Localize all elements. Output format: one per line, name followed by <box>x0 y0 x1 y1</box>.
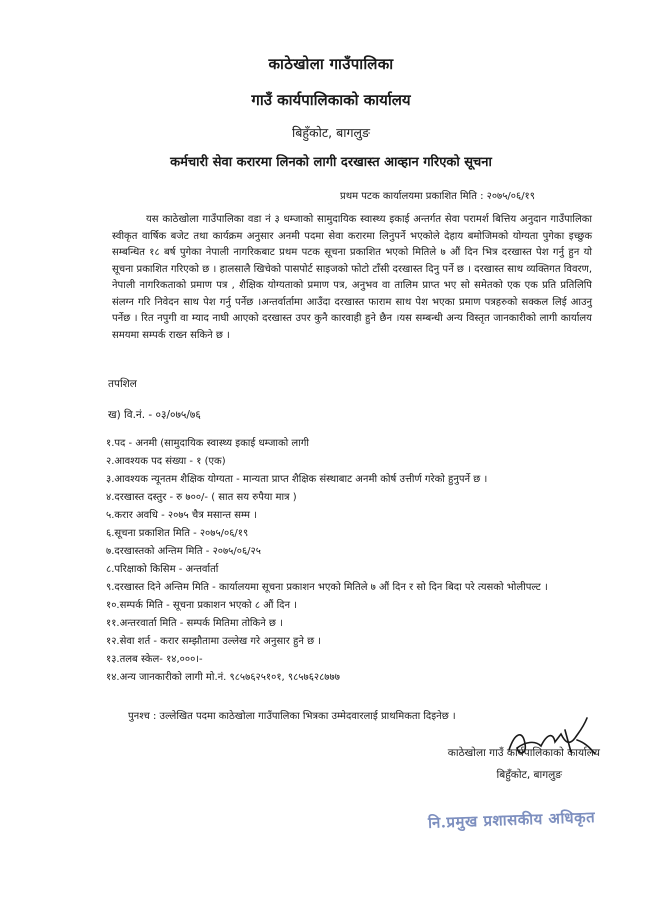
official-stamp: नि.प्रमुख प्रशासकीय अधिकृत <box>427 808 596 832</box>
detail-item: २.आवश्यक पद संख्या - १ (एक) <box>106 456 226 467</box>
detail-item: ३.आवश्यक न्यूनतम शैक्षिक योग्यता - मान्यता प्राप्त शैक्षिक संस्थाबाट अनमी कोर्ष उत्तीर्ण गरेको हुनुपर्ने छ । <box>106 474 488 485</box>
note-text: पुनश्च : उल्लेखित पदमा काठेखोला गाउँपालिका भित्रका उम्मेदवारलाई प्राथमिकता दिइनेछ । <box>128 711 456 722</box>
detail-item: १४.अन्य जानकारीको लागी मो.नं. ९८५७६२५१०१, ९८५७६२८७७७ <box>106 672 340 683</box>
detail-item: ११.अन्तरवार्ता मिति - सम्पर्क मितिमा तोकिने छ । <box>106 618 283 629</box>
detail-item: ४.दरखास्त दस्तुर - रु ७००/- ( सात सय रुपैया मात्र ) <box>106 492 297 503</box>
footer-office-address: बिहुँकोट, बागलुङ <box>496 769 562 781</box>
detail-item: १०.सम्पर्क मिति - सूचना प्रकाशन भएको ८ औं दिन । <box>106 600 298 611</box>
detail-item: ९.दरखास्त दिने अन्तिम मिति - कार्यालयमा सूचना प्रकाशन भएको मितिले ७ औं दिन र सो दिन बिदा परे त्यसको भोलीपल्ट । <box>106 582 548 593</box>
detail-item: ६.सूचना प्रकाशित मिति - २०७५/०६/१९ <box>106 528 249 539</box>
detail-item: ८.परिक्षाको किसिम - अन्तर्वार्ता <box>106 564 219 575</box>
detail-item: १.पद - अनमी (सामुदायिक स्वास्थ्य इकाई धम्जाको लागी <box>106 438 309 449</box>
detail-item: ७.दरखास्तको अन्तिम मिति - २०७५/०६/२५ <box>106 546 261 557</box>
office-name: गाउँ कार्यपालिकाको कार्यालय <box>251 91 411 109</box>
notice-title: कर्मचारी सेवा करारमा लिनको लागी दरखास्त आव्हान गरिएको सूचना <box>170 155 492 170</box>
footer-office-name: काठेखोला गाउँ कार्यपालिकाको कार्यालय <box>447 747 600 759</box>
details-list <box>106 435 606 687</box>
section-label: तपशिल <box>108 378 137 390</box>
footer-office <box>400 742 600 786</box>
office-address: बिहुँकोट, बागलुङ <box>292 125 370 140</box>
detail-item: ५.करार अवधि - २०७५ चैत्र मसान्त सम्म । <box>106 510 257 521</box>
published-date: प्रथम पटक कार्यालयमा प्रकाशित मिति : २०७५/०६/१९ <box>340 191 535 202</box>
body-paragraph: यस काठेखोला गाउँपालिका वडा नं ३ धम्जाको सामुदायिक स्वास्थ्य इकाई अन्तर्गत सेवा परामर्श बित्तिय अनुदान गाउँपालिका स्वीकृत वार्षिक बजेट तथा कार्यक्रम अनुसार अनमी पदमा सेवा करारमा लिनुपर्ने भएकोले देहाय बमोजिमको योग्यता पुगेका इच्छुक सम्बन्धित १८ बर्ष पुगेका नेपाली नागरिकबाट प्रथम पटक सूचना प्रकाशित भएको मितिले ७ औं दिन भित्र दरखास्त पेश गर्नु हुन यो सूचना प्रकाशित गरिएको छ । हालसालै खिचेको पासपोर्ट साइजको फोटो टाँसी दरखास्त दिनु पर्ने छ । दरखास्त साथ व्यक्तिगत विवरण, नेपाली नागरिकताको प्रमाण पत्र , शैक्षिक योग्यताको प्रमाण पत्र, अनुभव वा तालिम प्राप्त भए सो समेतको एक एक प्रति प्रतिलिपि संलग्न गरि निवेदन साथ पेश गर्नु पर्नेछ ।अन्तर्वार्तामा आउँदा दरखास्त फाराम साथ पेश भएका प्रमाण पत्रहरुको सक्कल लिई आउनु पर्नेछ । रित नपुगी वा म्याद नाघी आएको दरखास्त उपर कुनै कारवाही हुने छैन ।यस सम्बन्धी अन्य विस्तृत जानकारीको लागी कार्यालय समयमा सम्पर्क राख्न सकिने छ । <box>112 214 592 341</box>
municipality-name: काठेखोला गाउँपालिका <box>268 55 394 73</box>
detail-item: १३.तलब स्केल- १४,०००।- <box>106 654 203 665</box>
ad-number: ख) वि.नं. - ०३/०७५/७६ <box>108 409 201 421</box>
detail-item: १२.सेवा शर्त - करार सम्झौतामा उल्लेख गरे अनुसार हुने छ । <box>106 636 322 647</box>
